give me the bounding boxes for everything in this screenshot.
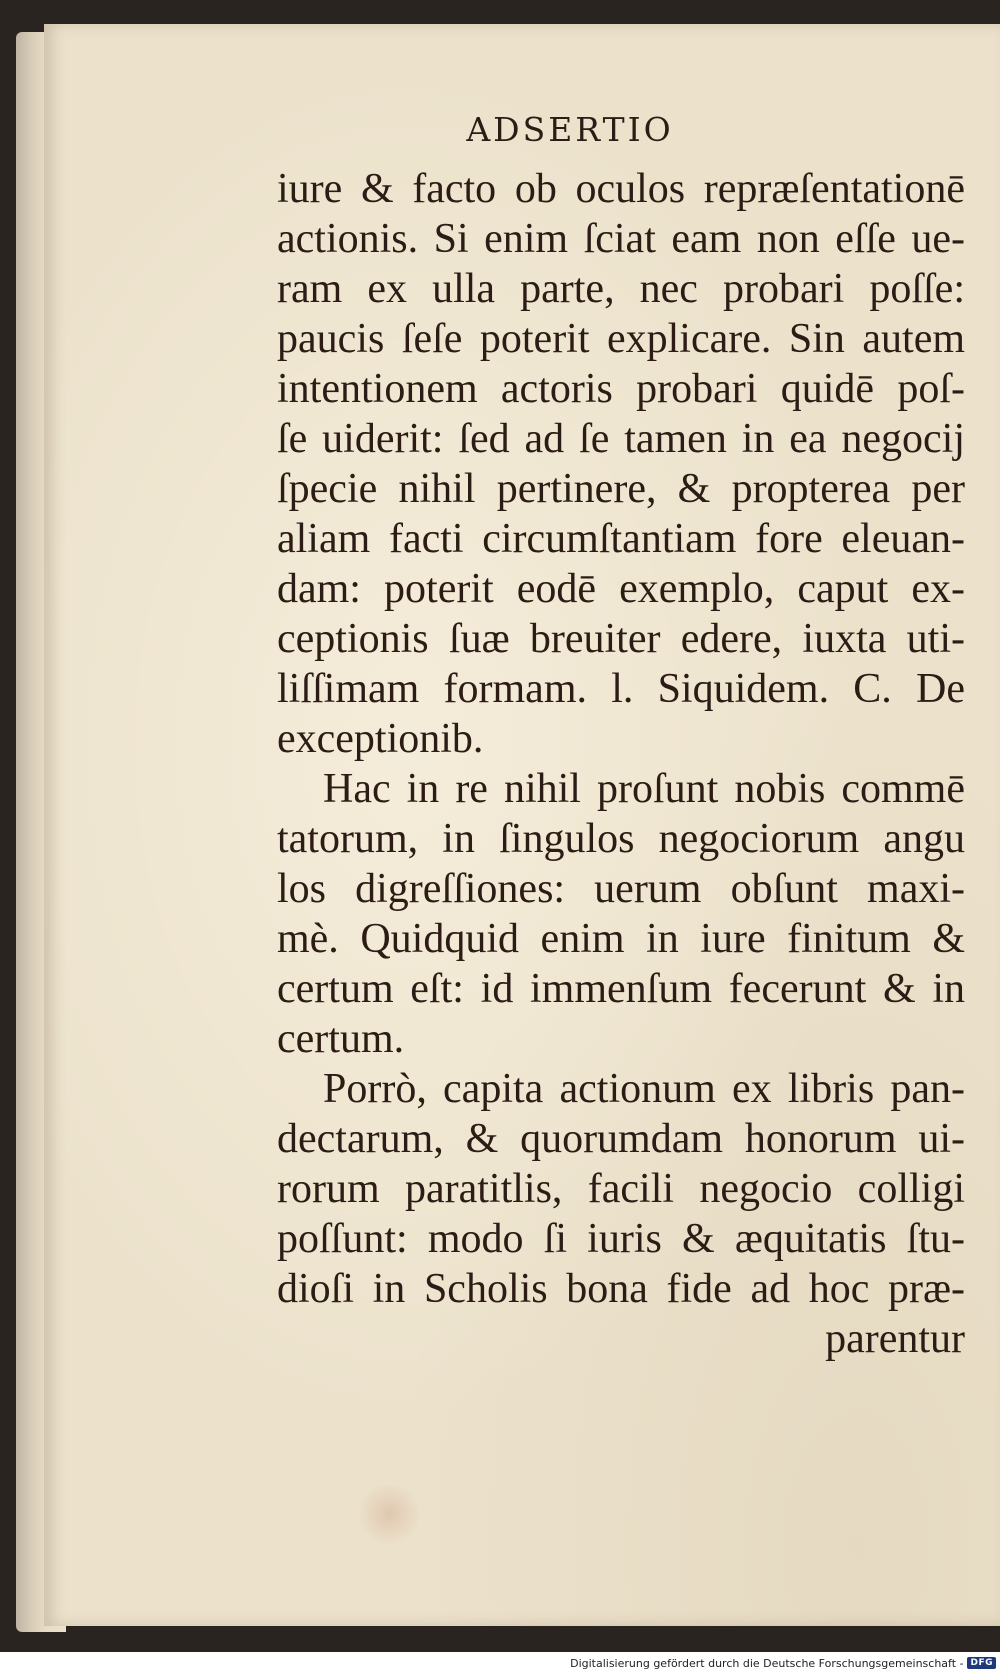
text-line: exceptionib. [277, 716, 484, 762]
text-line: liſſimam formam. l. Siquidem. C. De [277, 666, 965, 712]
text-line: ſe uiderit: ſed ad ſe tamen in ea negocij [277, 416, 965, 462]
text-line: poſſunt: modo ſi iuris & æquitatis ſtu- [277, 1216, 965, 1262]
text-line: Hac in re nihil proſunt nobis commē [323, 766, 965, 812]
text-line: tatorum, in ſingulos negociorum angu [277, 816, 965, 862]
credit-text: Digitalisierung gefördert durch die Deutsche Forschungsgemeinschaft - [570, 1656, 964, 1670]
text-line: actionis. Si enim ſciat eam non eſſe ue- [277, 216, 965, 262]
text-line: aliam facti circumſtantiam fore eleuan- [277, 516, 965, 562]
text-line: dioſi in Scholis bona fide ad hoc præ- [277, 1266, 965, 1312]
text-line: dam: poterit eodē exemplo, caput ex- [277, 566, 965, 612]
text-line: rorum paratitlis, facili negocio colligi [277, 1166, 965, 1212]
text-line: certum. [277, 1016, 405, 1062]
text-line: certum eſt: id immenſum fecerunt & in [277, 966, 965, 1012]
body-text [277, 164, 965, 1364]
text-line: ceptionis ſuæ breuiter edere, iuxta uti- [277, 616, 965, 662]
text-line: mè. Quidquid enim in iure finitum & [277, 916, 965, 962]
text-line: Porrò, capita actionum ex libris pan- [323, 1066, 965, 1112]
text-line: ſpecie nihil pertinere, & propterea per [277, 466, 965, 512]
catchword: parentur [825, 1316, 965, 1362]
text-line: paucis ſeſe poterit explicare. Sin autem [277, 316, 965, 362]
digitization-credit [570, 1654, 1000, 1672]
text-line: dectarum, & quorumdam honorum ui- [277, 1116, 965, 1162]
dfg-logo-icon: DFG [967, 1657, 996, 1669]
text-line: ram ex ulla parte, nec probari poſſe: [277, 266, 965, 312]
text-line: los digreſſiones: uerum obſunt maxi- [277, 866, 965, 912]
running-header: ADSERTIO [466, 110, 674, 149]
text-line: iure & facto ob oculos repræſentationē [277, 166, 965, 212]
paper-stain [354, 1484, 424, 1544]
text-line: intentionem actoris probari quidē poſ- [277, 366, 965, 412]
